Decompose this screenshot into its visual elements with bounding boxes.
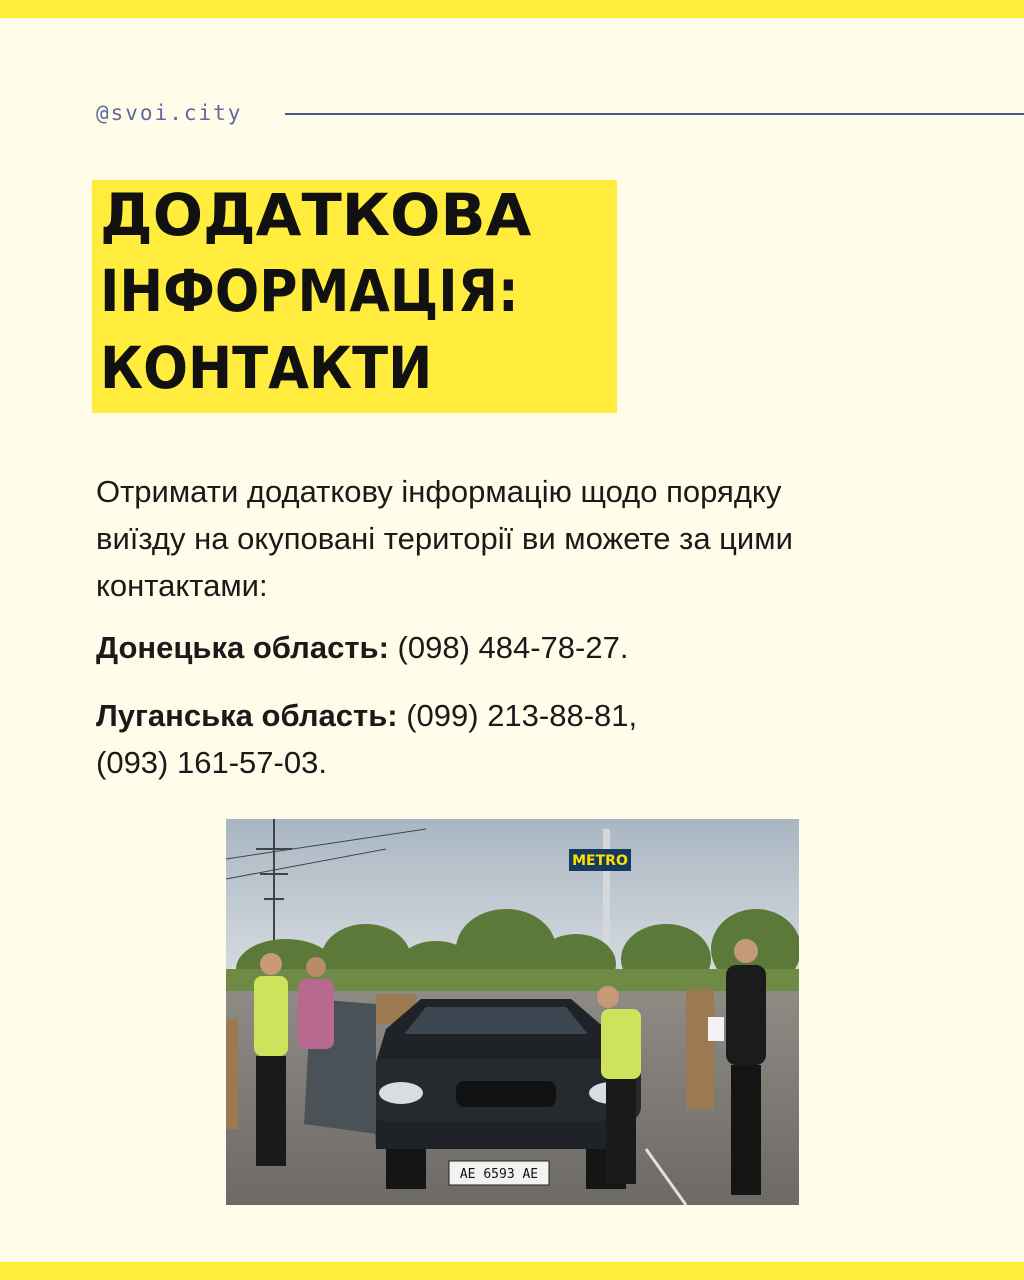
contact-luhansk [96,692,976,786]
contact-donetsk [96,624,976,671]
contact-region-donetsk: Донецька область: [96,630,389,665]
bottom-accent-band [0,1262,1024,1280]
metro-sign-text: METRO [572,853,628,869]
contact-phone-luhansk-1[interactable]: (099) 213-88-81, [397,698,638,733]
top-accent-band [0,0,1024,18]
contact-phone-donetsk[interactable]: (098) 484-78-27. [388,630,629,665]
contact-phone-luhansk-2[interactable]: (093) 161-57-03. [96,745,327,780]
car-illustration [371,999,641,1189]
account-handle: @svoi.city [96,101,243,125]
intro-line-3: контактами: [96,568,268,603]
license-plate-text: AE 6593 AE [459,1167,539,1182]
page-title-line-2: ІНФОРМАЦІЯ: [100,257,519,325]
contact-region-luhansk: Луганська область: [96,698,398,733]
page-title-line-3: КОНТАКТИ [100,334,433,402]
intro-line-2: виїзду на окуповані території ви можете за цими [96,521,793,556]
header-divider [285,113,1024,115]
page-title-highlight [92,180,617,413]
page-title-line-1: ДОДАТКОВА [100,181,532,249]
intro-line-1: Отримати додаткову інформацію щодо порядку [96,474,782,509]
checkpoint-photo [226,819,799,1205]
intro-paragraph [96,468,976,609]
